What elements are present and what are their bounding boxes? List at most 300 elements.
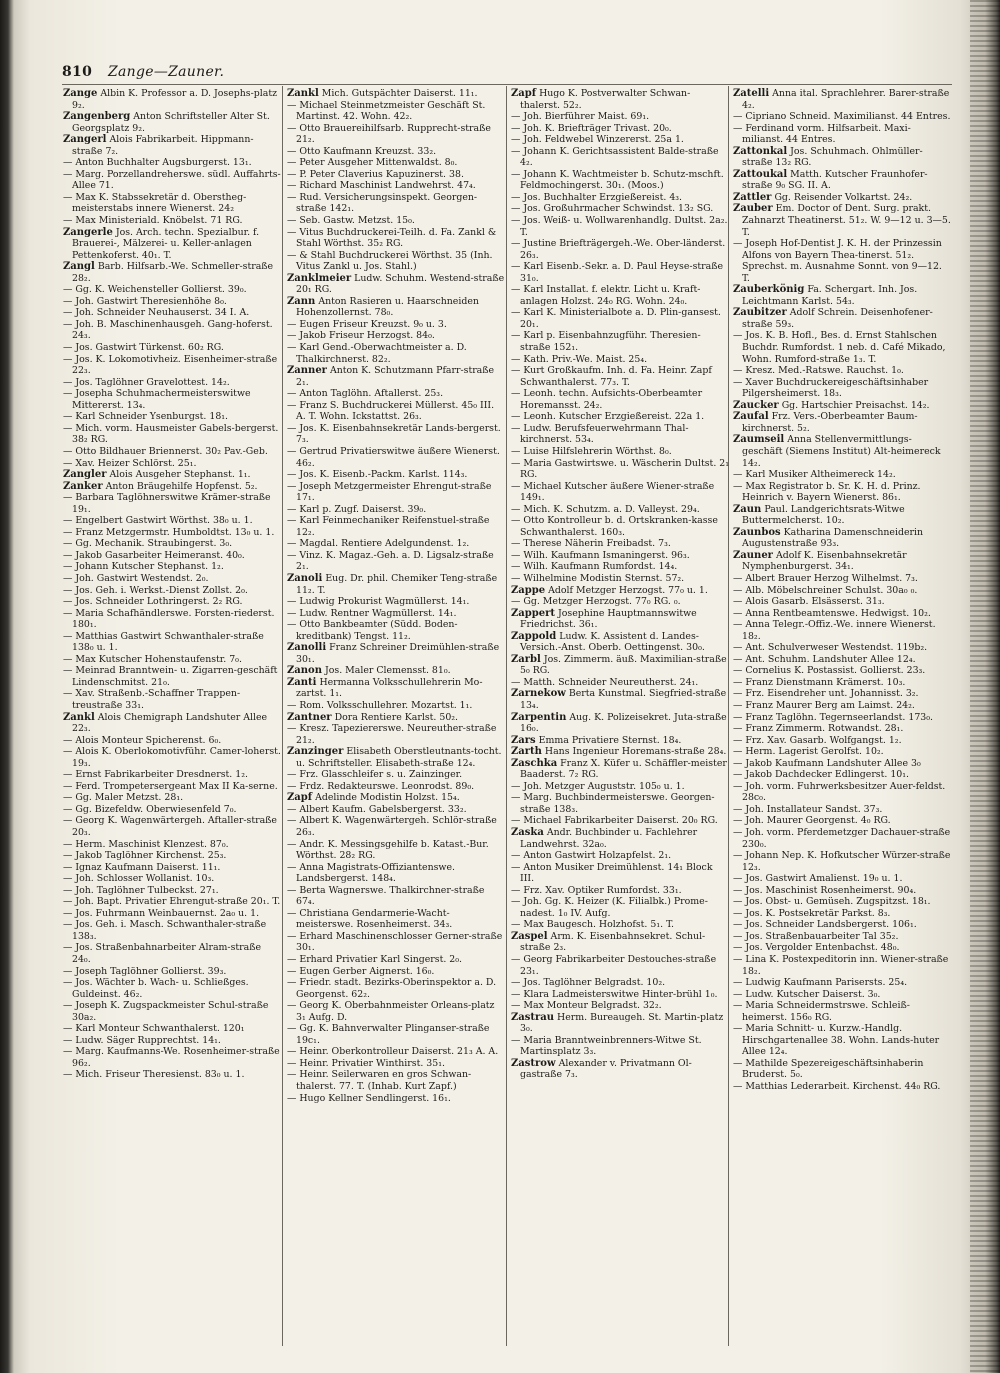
entry-text: — Andr. K. Messingsgehilfe b. Katast.-Bur. Wörthst. 28₂ RG. [287,838,489,862]
entry-surname: Zapf [287,792,313,804]
entry-text: — Albert K. Wagenwärtergeh. Schlör-straße 26₃. [287,815,497,838]
entry-text: — Max Registrator b. Sr. K. H. d. Prinz. Heinrich v. Bayern Wienerst. 86₁. [733,480,921,504]
directory-entry [733,654,951,666]
entry-surname: Zangler [63,469,107,481]
directory-entry [63,596,281,608]
directory-entry [287,746,505,769]
entry-surname: Zars [511,734,536,746]
entry-text: — Jos. Straßenbahnarbeiter Alram-straße 24₀. [63,942,262,966]
directory-entry [287,862,505,885]
directory-entry [63,261,281,284]
directory-entry [733,619,951,642]
entry-surname: Zaspel [511,930,548,942]
entry-text: — Karl Gend.-Oberwachtmeister a. D. Thalkirchnerst. 82₂. [287,342,467,365]
entry-surname: Zappold [511,630,557,642]
directory-entry [511,977,729,989]
entry-surname: Zanner [287,365,327,377]
entry-text: — Therese Näherin Freibadst. 7₃. [511,538,671,550]
entry-text: — Jos. Maschinist Rosenheimerst. 90₄. [733,884,917,896]
entry-text: — Erhard Privatier Karl Singerst. 2₀. [287,954,463,966]
directory-entry [287,608,505,620]
entry-surname: Zantner [287,711,332,723]
directory-entry [63,631,281,654]
directory-entry [511,330,729,353]
directory-entry [63,792,281,804]
directory-entry [63,492,281,515]
column-2 [287,88,505,1104]
directory-entry [287,515,505,538]
entry-text: — Anton Buchhalter Augsburgerst. 13₁. [63,157,252,169]
entry-text: — Gertrud Privatierswitwe äußere Wienerst. 46₂. [287,445,500,469]
directory-entry [733,919,951,931]
directory-entry [511,573,729,585]
directory-entry [287,954,505,966]
entry-text: Gg. Hartschier Preisachst. 14₂. [781,399,930,411]
directory-entry [287,723,505,746]
entry-text: — Marg. Kaufmanns-We. Rosenheimer-straße 96₂. [63,1046,280,1069]
entry-text: — Alois Monteur Spicherenst. 6₀. [63,734,222,746]
entry-text: Herm. Bureaugeh. St. Martin-platz 3₀. [520,1011,724,1035]
directory-entry [63,561,281,573]
directory-entry [733,469,951,481]
entry-text: — Joh. Bapt. Privatier Ehrengut-straße 20₁. T. [63,896,281,908]
entry-text: — Jos. Schneider Lothringerst. 2₂ RG. [63,596,243,608]
entry-text: Anton Schriftsteller Alter St. Georgsplatz 9₂. [72,111,270,134]
entry-surname: Zattler [733,191,772,203]
entry-text: — Justine Briefträgergeh.-We. Ober-länderst. 26₃. [511,238,726,261]
entry-text: — Jos. Schneider Landsbergerst. 106₁. [733,919,917,931]
entry-text: Anton Rasieren u. Haarschneiden Hohenzollernst. 78₀. [296,295,479,319]
directory-entry [511,1058,729,1081]
directory-entry [287,157,505,169]
directory-entry [63,712,281,735]
entry-text: — Anna Magistrats-Offiziantenswe. Landsbergerst. 148₄. [287,861,455,885]
entry-text: Matth. Kutscher Fraunhofer-straße 9₀ SG. II. A. [742,168,928,192]
entry-text: — Matthias Gastwirt Schwanthaler-straße 138₀ u. 1. [63,630,264,654]
directory-entry [287,215,505,227]
entry-text: — Otto Bildhauer Briennerst. 30₂ Pav.-Geb. [63,445,268,457]
directory-entry [63,284,281,296]
entry-text: — Jos. K. Eisenbahnsekretär Lands-bergerst. 7₃. [287,422,501,446]
entry-text: Frz. Vers.-Oberbeamter Baum-kirchnerst. 5₂. [742,411,918,434]
entry-surname: Zaumseil [733,434,785,446]
entry-text: — Vinz. K. Magaz.-Geh. a. D. Ligsalz-straße 2₁. [287,549,494,573]
directory-entry [63,88,281,111]
directory-entry [63,746,281,769]
entry-text: — Ferd. Trompetersergeant Max II Ka-serne. [63,780,278,792]
entry-text: — Ignaz Kaufmann Daiserst. 11₁. [63,861,221,873]
directory-entry [733,758,951,770]
directory-entry [733,1000,951,1023]
directory-entry [63,157,281,169]
directory-entry [287,1000,505,1023]
entry-text: — Jakob Taglöhner Kirchenst. 25₃. [63,850,227,862]
entry-text: — Kresz. Med.-Ratswe. Rauchst. 1₀. [733,365,904,377]
entry-text: — Ludw. Kutscher Daiserst. 3₀. [733,988,881,1000]
entry-text: — Xav. Heizer Schlörst. 25₁. [63,457,197,469]
entry-surname: Zankl [287,88,319,99]
directory-entry [63,815,281,838]
entry-text: — Max Baugesch. Holzhofst. 5₁. T. [511,919,674,931]
entry-text: Adolf Schrein. Deisenhofener-straße 59₃. [742,307,933,330]
entry-text: — Karl p. Zugf. Daiserst. 39₀. [287,503,427,515]
directory-entry [733,596,951,608]
directory-entry [733,123,951,146]
entry-text: — Maria Schneidermstrswe. Schleiß-heimerst. 156₀ RG. [733,1000,910,1023]
directory-entry [733,827,951,850]
entry-surname: Zastrau [511,1011,555,1023]
directory-entry [511,481,729,504]
directory-entry [733,642,951,654]
directory-entry [63,227,281,262]
entry-surname: Zaunbos [733,526,781,538]
directory-entry [733,111,951,123]
entry-text: — Otto Bankbeamter (Südd. Boden-kreditbank) Tengst. 11₂. [287,619,458,642]
directory-entry [63,665,281,688]
entry-text: — Frz. Xav. Optiker Rumfordst. 33₁. [511,884,682,896]
directory-entry [63,527,281,539]
entry-text: — Gg. Bizefeldw. Oberwiesenfeld 7₀. [63,803,237,815]
directory-entry [287,296,505,319]
entry-text: — Herm. Lagerist Gerolfst. 10₂. [733,746,884,758]
directory-entry [63,942,281,965]
directory-entry [511,123,729,135]
directory-entry [511,458,729,481]
directory-entry [733,931,951,943]
directory-entry [287,769,505,781]
entry-text: — Karl Installat. f. elektr. Licht u. Kraft-anlagen Holzst. 24₀ RG. Wohn. 24₀. [511,284,701,307]
entry-text: — Joseph Taglöhner Gollierst. 39₃. [63,965,227,977]
directory-entry [733,400,951,412]
directory-entry [511,192,729,204]
entry-text: Elisabeth Oberstleutnants-tocht. u. Schriftsteller. Elisabeth-straße 12₄. [296,746,502,769]
entry-surname: Zanoli [287,572,323,584]
directory-entry [511,561,729,573]
page-edge [970,0,1000,1373]
entry-text: — Vitus Buchdruckerei-Teilh. d. Fa. Zankl & Stahl Wörthst. 35₂ RG. [287,226,497,250]
entry-text: — Mich. vorm. Hausmeister Gabels-bergerst. 38₂ RG. [63,422,279,446]
entry-text: — Joh. B. Maschinenhausgeh. Gang-hoferst. 24₃. [63,318,273,342]
entry-surname: Zattonkal [733,145,788,157]
directory-entry [511,203,729,215]
directory-entry [511,919,729,931]
directory-entry [287,642,505,665]
entry-text: Jos. Maler Clemensst. 81₀. [324,665,451,677]
directory-entry [287,469,505,481]
directory-entry [511,688,729,711]
directory-entry [63,585,281,597]
entry-surname: Zarth [511,746,542,758]
directory-entry [287,180,505,192]
entry-text: — Matthias Lederarbeit. Kirchenst. 44₀ RG. [733,1081,941,1093]
directory-entry [511,954,729,977]
directory-entry [63,608,281,631]
directory-entry [733,504,951,527]
directory-entry [287,423,505,446]
directory-entry [63,319,281,342]
directory-entry [511,1035,729,1058]
directory-entry [287,908,505,931]
entry-text: Gg. Reisender Volkartst. 24₂. [774,191,913,203]
directory-entry [511,781,729,793]
directory-entry [511,215,729,238]
entry-text: — Anton Gastwirt Holzapfelst. 2₁. [511,850,672,862]
directory-entry [733,873,951,885]
directory-entry [287,1069,505,1092]
entry-text: Alois Chemigraph Landshuter Allee 22₃. [72,711,268,735]
entry-text: — Jos. Weiß- u. Wollwarenhandlg. Dultst. 2a₂. T. [511,215,728,238]
directory-entry [63,469,281,481]
directory-entry [733,781,951,804]
entry-text: Alexander v. Privatmann Ol-gastraße 7₃. [520,1057,692,1081]
entry-text: Hans Ingenieur Horemans-straße 28₄. [544,746,727,758]
directory-entry [511,815,729,827]
entry-text: — Kath. Priv.-We. Maist. 25₄. [511,353,648,365]
entry-text: Anna ital. Sprachlehrer. Barer-straße 4₂. [742,88,950,111]
entry-surname: Zangerle [63,226,113,238]
entry-text: — Wilh. Kaufmann Ismaningerst. 96₃. [511,549,690,561]
entry-text: — Ant. Schulverweser Westendst. 119b₂. [733,642,928,654]
entry-surname: Zange [63,88,98,99]
entry-text: — Richard Maschinist Landwehrst. 47₄. [287,180,476,192]
directory-entry [733,688,951,700]
entry-text: — Otto Kaufmann Kreuzst. 33₂. [287,145,437,157]
entry-text: — Leonh. techn. Aufsichts-Oberbeamter Horemansst. 24₂. [511,388,703,411]
directory-entry [511,146,729,169]
running-head: Zange—Zauner. [108,64,225,80]
directory-entry [511,504,729,516]
directory-entry [287,330,505,342]
entry-text: Anna Stellenvermittlungs-geschäft (Siemens Institut) Alt-heimereck 14₂. [742,434,941,469]
entry-text: — Michael Steinmetzmeister Geschäft St. Martinst. 42. Wohn. 42₂. [287,99,486,123]
directory-entry [287,700,505,712]
directory-entry [733,665,951,677]
directory-entry [287,677,505,700]
entry-text: — Ludw. Rentner Wagmüllerst. 14₁. [287,607,457,619]
directory-entry [63,688,281,711]
directory-entry [511,284,729,307]
directory-entry [733,573,951,585]
directory-entry [63,1000,281,1023]
directory-entry [511,585,729,597]
directory-entry [63,446,281,458]
entry-text: — Kresz. Tapeziererswe. Neureuther-straße 21₂. [287,723,497,746]
entry-text: — Michael Kutscher äußere Wiener-straße 149₁. [511,480,715,504]
entry-text: — Ernst Fabrikarbeiter Dresdnerst. 1₂. [63,769,248,781]
directory-entry [63,781,281,793]
directory-entry [511,827,729,850]
directory-entry [511,608,729,631]
entry-text: Jos. Schuhmach. Ohlmüller-straße 13₂ RG. [742,145,923,169]
entry-text: — Joh. Feldwebel Winzererst. 25a 1. [511,134,684,146]
directory-entry [63,215,281,227]
directory-entry [511,896,729,919]
directory-entry [287,1046,505,1058]
directory-entry [733,365,951,377]
entry-text: — Maria Branntweinbrenners-Witwe St. Martinsplatz 3₃. [511,1034,702,1058]
entry-surname: Zaubitzer [733,307,787,319]
entry-text: — Anna Telegr.-Offiz.-We. innere Wienerst. 18₂. [733,619,936,642]
directory-entry [63,192,281,215]
entry-text: — Meinrad Branntwein- u. Zigarren-geschäft Lindenschmitst. 21₀. [63,665,278,688]
entry-text: — Heinr. Privatier Winthirst. 35₁. [287,1057,445,1069]
directory-entry [733,804,951,816]
directory-entry [511,654,729,677]
entry-text: — Rud. Versicherungsinspekt. Georgen-straße 142₁. [287,191,478,215]
directory-entry [287,931,505,954]
entry-text: — Jos. Taglöhner Belgradst. 10₂. [511,977,666,989]
header-rule [62,84,952,85]
directory-entry [511,365,729,388]
column-1 [63,88,281,1081]
entry-text: Anton K. Schutzmann Pfarr-straße 2₁. [296,365,495,388]
entry-text: — Anton Musiker Dreimühlenst. 14₁ Block III. [511,861,713,885]
entry-text: — Marg. Buchbindermeisterswe. Georgen-straße 138₃. [511,792,715,815]
entry-text: — Jakob Gasarbeiter Heimeranst. 40₀. [63,549,245,561]
directory-entry [287,596,505,608]
entry-text: — Joh. vorm. Fuhrwerksbesitzer Auer-feldst. 28c₀. [733,780,946,804]
entry-surname: Zaschka [511,757,558,769]
directory-entry [511,307,729,330]
entry-text: — Karl Eisenb.-Sekr. a. D. Paul Heyse-straße 31₀. [511,261,724,284]
entry-text: — Seb. Gastw. Metzst. 15₀. [287,215,415,227]
directory-entry [733,1058,951,1081]
directory-entry [733,700,951,712]
entry-text: Katharina Damenschneiderin Augustenstraße 93₃. [742,526,924,550]
directory-entry [733,850,951,873]
directory-entry [63,134,281,157]
directory-entry [287,573,505,596]
entry-text: — Engelbert Gastwirt Wörthst. 38₀ u. 1. [63,515,253,527]
directory-entry [63,538,281,550]
directory-entry [733,585,951,597]
entry-text: — Gg. Maler Metzst. 28₁. [63,792,184,804]
entry-text: — Georg K. Wagenwärtergeh. Aftaller-straße 20₃. [63,815,277,838]
entry-surname: Zarpentin [511,711,567,723]
directory-entry [511,515,729,538]
entry-text: — Joh. vorm. Pferdemetzger Dachauer-straße 230₀. [733,827,951,850]
entry-text: — Xav. Straßenb.-Schaffner Trappen-treustraße 33₁. [63,688,241,711]
directory-entry [733,677,951,689]
directory-entry [63,377,281,389]
entry-text: — Lina K. Postexpeditorin inn. Wiener-straße 18₂. [733,954,949,977]
directory-entry [511,596,729,608]
entry-text: — Otto Brauereihilfsarb. Rupprecht-straße 21₂. [287,122,491,146]
directory-entry [287,446,505,469]
entry-text: — Franz Dienstmann Krämerst. 10₃. [733,676,906,688]
entry-text: — Karl Feinmechaniker Reifenstuel-straße 12₂. [287,515,490,538]
entry-surname: Zappe [511,584,546,596]
entry-text: — Jos. Vergolder Entenbachst. 48₀. [733,942,900,954]
directory-entry [511,261,729,284]
directory-entry [511,354,729,366]
entry-text: — Erhard Maschinenschlosser Gerner-straße 30₁. [287,930,503,954]
directory-entry [287,712,505,724]
entry-text: — Gg. Mechanik. Straubingerst. 3₀. [63,538,233,550]
entry-text: — Joh. Installateur Sandst. 37₃. [733,803,883,815]
entry-text: — Jos. Geh. i. Masch. Schwanthaler-straße 138₃. [63,919,267,942]
entry-text: — Mathilde Spezereigeschäftsinhaberin Bruderst. 5₀. [733,1057,924,1081]
directory-entry [511,735,729,747]
entry-surname: Zarnekow [511,688,566,700]
directory-entry [287,538,505,550]
entry-text: — Karl Musiker Altheimereck 14₂. [733,469,896,481]
entry-text: — Karl Monteur Schwanthalerst. 120₁ [63,1023,245,1035]
entry-text: — Peter Ausgeher Mittenwaldst. 8₀. [287,157,458,169]
directory-entry [63,873,281,885]
directory-entry [733,608,951,620]
directory-entry [63,423,281,446]
column-divider [506,86,507,1346]
entry-text: — Eugen Gerber Aignerst. 16₀. [287,965,435,977]
entry-text: — Karl p. Eisenbahnzugführ. Theresien-straße 152₁. [511,330,701,354]
directory-entry [511,792,729,815]
directory-entry [63,919,281,942]
entry-text: — Jos. Gastwirt Türkenst. 60₂ RG. [63,342,224,354]
directory-entry [511,111,729,123]
directory-entry [287,192,505,215]
directory-entry [287,1093,505,1105]
entry-text: — Joh. Taglöhner Tulbeckst. 27₁. [63,884,219,896]
entry-text: — Frz. Glasschleifer s. u. Zainzinger. [287,769,463,781]
entry-text: — Frz. Xav. Gasarb. Wolfgangst. 1₂. [733,734,902,746]
directory-entry [63,307,281,319]
entry-text: — Heinr. Seilerwaren en gros Schwan-thalerst. 77. T. (Inhab. Kurt Zapf.) [287,1069,472,1093]
page-header [62,64,952,84]
entry-text: — Jos. Großuhrmacher Schwindst. 13₂ SG. [511,203,714,215]
directory-entry [63,458,281,470]
entry-text: — Christiana Gendarmerie-Wacht-meisterswe. Rosenheimerst. 34₃. [287,907,453,931]
directory-entry [287,792,505,804]
entry-text: — Gg. Metzger Herzogst. 77₀ RG. ₀. [511,596,681,608]
entry-text: — Magdal. Rentiere Adelgundenst. 1₂. [287,538,470,550]
entry-surname: Zaun [733,503,762,515]
entry-text: — Albert Brauer Herzog Wilhelmst. 7₃. [733,572,918,584]
entry-text: Adelinde Modistin Holzst. 15₄. [315,792,460,804]
entry-text: — Franz Zimmerm. Rotwandst. 28₁. [733,723,904,735]
entry-text: — Jos. K. Lokomotivheiz. Eisenheimer-straße 22₃. [63,353,278,377]
entry-text: — Wilh. Kaufmann Rumfordst. 14₄. [511,561,678,573]
entry-text: — Joseph K. Zugspackmeister Schul-straße 30a₂. [63,1000,269,1023]
entry-surname: Zanolli [287,642,327,654]
entry-text: — Karl Schneider Ysenburgst. 18₁. [63,411,229,423]
entry-text: — Gg. K. Weichensteller Gollierst. 39₀. [63,284,247,296]
directory-entry [511,885,729,897]
entry-surname: Zattoukal [733,168,788,180]
entry-text: Josephine Hauptmannswitwe Friedrichst. 36₁. [520,607,697,631]
entry-text: Jos. Zimmerm. äuß. Maximilian-straße 5₀ RG. [520,653,727,677]
entry-surname: Zauner [733,549,773,561]
entry-surname: Zatelli [733,88,770,99]
entry-text: — Jos. Wächter b. Wach- u. Schließges. Guldeinst. 46₂. [63,977,249,1000]
entry-text: — Johann Nep. K. Hofkutscher Würzer-straße 12₃. [733,850,951,873]
column-divider [282,86,283,1346]
entry-text: — Cipriano Schneid. Maximilianst. 44 Entres. [733,111,951,123]
entry-text: — Joh. Maurer Georgenst. 4₀ RG. [733,815,891,827]
entry-text: — Anton Taglöhn. Aftallerst. 25₃. [287,388,444,400]
directory-entry [63,896,281,908]
entry-text: — Friedr. stadt. Bezirks-Oberinspektor a. D. Georgenst. 62₂. [287,977,497,1000]
directory-entry [511,550,729,562]
column-4 [733,88,951,1093]
directory-entry [63,1069,281,1081]
directory-entry [511,1000,729,1012]
entry-surname: Zaska [511,827,544,838]
entry-text: Alois Ausgeher Stephanst. 1₁. [109,469,251,481]
directory-entry [63,411,281,423]
entry-text: — Jos. Buchhalter Erzgießereist. 4₃. [511,191,683,203]
entry-text: — Johann Kutscher Stephanst. 1₂. [63,561,224,573]
